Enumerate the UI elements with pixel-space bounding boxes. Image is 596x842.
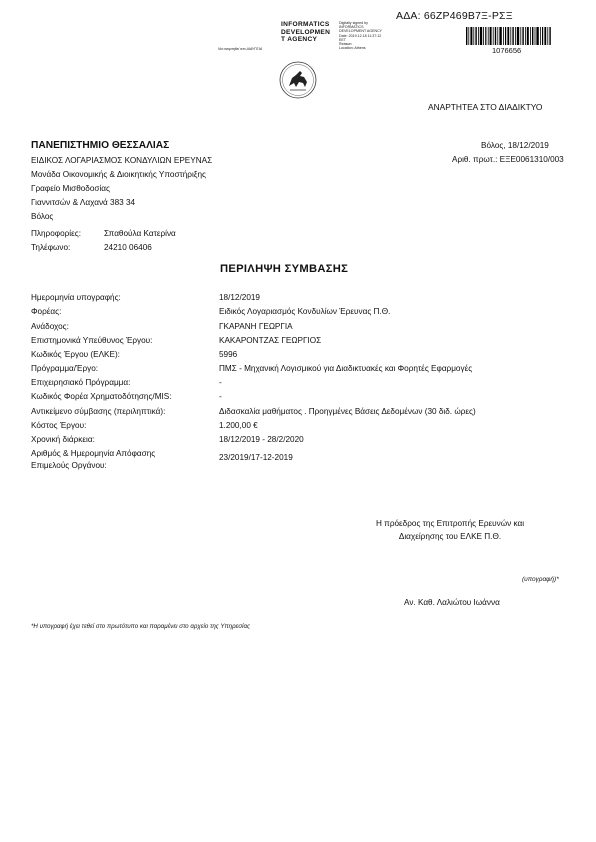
field-value: 5996 [219, 350, 238, 359]
field-label: Κωδικός Φορέα Χρηματοδότησης/MIS: [31, 392, 172, 401]
letterhead-address: Γιαννιτσών & Λαχανά 383 34 [31, 198, 136, 207]
decision-label-line2: Επιμελούς Οργάνου: [31, 461, 107, 470]
field-value: 18/12/2019 - 28/2/2020 [219, 435, 304, 444]
university-name: ΠΑΝΕΠΙΣΤΗΜΙΟ ΘΕΣΣΑΛΙΑΣ [31, 140, 170, 151]
field-value: ΓΚΑΡΑΝΗ ΓΕΩΡΓΙΑ [219, 322, 293, 331]
decision-label-line1: Αριθμός & Ημερομηνία Απόφασης [31, 449, 156, 458]
field-value: 18/12/2019 [219, 293, 260, 302]
field-label: Κόστος Έργου: [31, 421, 87, 430]
ada-code: ΑΔΑ: 66ΖΡ469Β7Ξ-ΡΣΞ [396, 10, 513, 22]
field-value: ΠΜΣ - Μηχανική Λογισμικού για Διαδικτυακές και Φορητές Εφαρμογές [219, 364, 473, 373]
document-date: Βόλος, 18/12/2019 [481, 141, 549, 150]
field-label: Φορέας: [31, 307, 62, 316]
field-value: ΚΑΚΑΡΟΝΤΖΑΣ ΓΕΩΡΓΙΟΣ [219, 336, 322, 345]
field-label: Κωδικός Έργου (ΕΛΚΕ): [31, 350, 120, 359]
protocol-number: Αριθ. πρωτ.: ΕΞΕ0061310/003 [452, 155, 564, 164]
document-title: ΠΕΡΙΛΗΨΗ ΣΥΜΒΑΣΗΣ [220, 263, 349, 275]
signer-name: Αν. Καθ. Λαλιώτου Ιωάννα [404, 598, 500, 607]
field-label: Ανάδοχος: [31, 322, 69, 331]
publication-notice: ΑΝΑΡΤΗΤΕΑ ΣΤΟ ΔΙΑΔΙΚΤΥΟ [428, 102, 543, 112]
info-label: Πληροφορίες: [31, 229, 81, 238]
field-label: Επιχειρησιακό Πρόγραμμα: [31, 378, 131, 387]
digital-signature-meta: Digitally signed by INFORMATICS DEVELOPMENT AGENCY Date: 2019.12.18 11:37:12 EET Reason: Location: Athens [339, 21, 383, 51]
phone-value: 24210 06406 [104, 243, 152, 252]
field-label: Επιστημονικά Υπεύθυνος Έργου: [31, 336, 153, 345]
field-value: - [219, 392, 222, 401]
field-value: Ειδικός Λογαριασμός Κονδυλίων Έρευνας Π.Θ. [219, 307, 391, 316]
letterhead-city: Βόλος [31, 212, 54, 221]
info-value: Σπαθούλα Κατερίνα [104, 229, 176, 238]
field-value: - [219, 378, 222, 387]
field-label: Πρόγραμμα/Έργο: [31, 364, 99, 373]
footnote: *Η υπογραφή έχει τεθεί στο πρωτότυπο και παραμένει στο αρχείο της Υπηρεσίας [31, 623, 251, 630]
decision-value: 23/2019/17-12-2019 [219, 453, 293, 462]
field-label: Ημερομηνία υπογραφής: [31, 293, 121, 302]
barcode-number: 1076656 [492, 46, 522, 55]
field-label: Αντικείμενο σύμβασης (περιληπτικά): [31, 407, 166, 416]
university-seal-logo [278, 60, 318, 100]
barcode-image [466, 27, 551, 45]
agency-tagline: Να αναρτηθεί στο ΔΙΑΥΓΕΙΑ [218, 47, 263, 51]
field-label: Χρονική διάρκεια: [31, 435, 95, 444]
letterhead-line: Μονάδα Οικονομικής & Διοικητικής Υποστήριξης [31, 170, 206, 179]
agency-name: INFORMATICS DEVELOPMEN T AGENCY [281, 21, 331, 44]
letterhead-line: ΕΙΔΙΚΟΣ ΛΟΓΑΡΙΑΣΜΟΣ ΚΟΝΔΥΛΙΩΝ ΕΡΕΥΝΑΣ [31, 156, 213, 165]
signature-placeholder: (υπογραφή)* [522, 576, 559, 583]
signatory-title: Η πρόεδρος της Επιτροπής Ερευνών και Διαχείρησης του ΕΛΚΕ Π.Θ. [375, 519, 525, 541]
field-value: Διδασκαλία μαθήματος . Προηγμένες Βάσεις Δεδομένων (30 διδ. ώρες) [219, 407, 476, 416]
field-value: 1.200,00 € [219, 421, 258, 430]
phone-label: Τηλέφωνο: [31, 243, 71, 252]
letterhead-line: Γραφείο Μισθοδοσίας [31, 184, 110, 193]
